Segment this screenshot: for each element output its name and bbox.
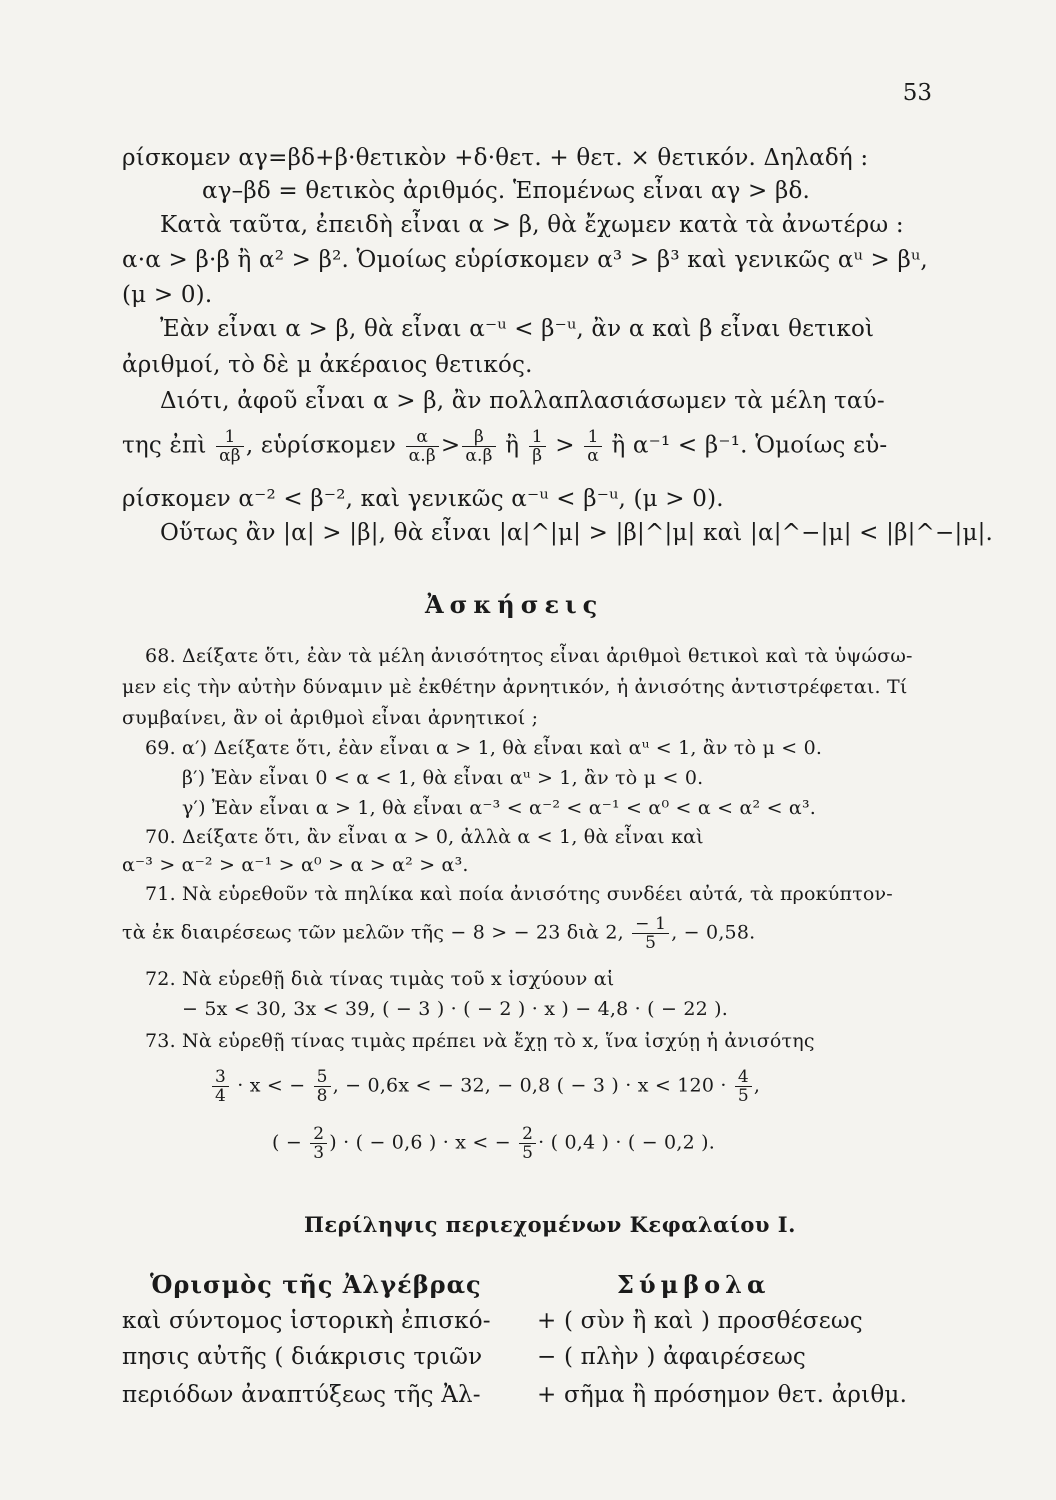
fraction: [632, 915, 669, 952]
denominator: β: [532, 446, 543, 466]
summary-right-heading: Σύμβολα: [617, 1270, 771, 1299]
numerator: 4: [735, 1068, 752, 1087]
summary-left-line: πησις αὐτῆς ( διάκρισις τριῶν: [122, 1344, 483, 1370]
text: · ( 0,4 ) · ( − 0,2 ).: [538, 1131, 715, 1154]
numerator: 5: [314, 1068, 331, 1087]
text: ) · ( − 0,6 ) · x < −: [329, 1131, 511, 1154]
denominator: 5: [645, 933, 657, 953]
text-line: ρίσκομεν α⁻² < β⁻², καὶ γενικῶς α⁻ᵘ < β⁻ᵘ, (μ > 0).: [122, 486, 724, 512]
denominator: 5: [522, 1143, 534, 1163]
exercise-text: 69. α′) Δείξατε ὅτι, ἐὰν εἶναι α > 1, θὰ εἶναι καὶ αᵘ < 1, ἂν τὸ μ < 0.: [145, 737, 823, 759]
numerator: 3: [212, 1068, 229, 1087]
fraction: [314, 1068, 331, 1105]
section-title: Ἀσκήσεις: [425, 590, 604, 619]
exercise-text: − 5x < 30, 3x < 39, ( − 3 ) · ( − 2 ) · x ) − 4,8 · ( − 22 ).: [182, 998, 728, 1020]
summary-left-line: καὶ σύντομος ἱστορικὴ ἐπισκό-: [122, 1308, 491, 1334]
text-line: Οὕτως ἂν |α| > |β|, θὰ εἶναι |α|^|μ| > |β|^|μ| καὶ |α|^−|μ| < |β|^−|μ|.: [160, 520, 994, 546]
fraction: [212, 1068, 229, 1105]
summary-left-line: περιόδων ἀναπτύξεως τῆς Ἀλ-: [122, 1382, 481, 1408]
denominator: 5: [737, 1086, 749, 1106]
exercise-text: 68. Δείξατε ὅτι, ἐὰν τὰ μέλη ἀνισότητος εἶναι ἀριθμοὶ θετικοὶ καὶ τὰ ὑψώσω-: [145, 645, 913, 667]
text: τὰ ἐκ διαιρέσεως τῶν μελῶν τῆς − 8 > − 23 διὰ 2,: [122, 921, 624, 944]
summary-left-heading: Ὁρισμὸς τῆς Ἀλγέβρας: [150, 1270, 482, 1299]
page-number: 53: [902, 80, 932, 106]
exercise-text: 72. Νὰ εὑρεθῇ διὰ τίνας τιμὰς τοῦ x ἰσχύουν αἱ: [145, 968, 615, 990]
text-line: (μ > 0).: [122, 282, 213, 308]
text: ( −: [272, 1131, 302, 1154]
fraction: [735, 1068, 752, 1105]
fraction: [519, 1125, 536, 1162]
numerator: 1: [584, 428, 602, 447]
text-line: ρίσκομεν αγ=βδ+β·θετικὸν +δ·θετ. + θετ. × θετικόν. Δηλαδή :: [122, 145, 869, 171]
denominator: 3: [313, 1143, 325, 1163]
exercise-text: 71. Νὰ εὑρεθοῦν τὰ πηλίκα καὶ ποία ἀνισότης συνδέει αὐτά, τὰ προκύπτον-: [145, 883, 893, 905]
numerator: − 1: [632, 915, 669, 934]
text-line: Κατὰ ταῦτα, ἐπειδὴ εἶναι α > β, θὰ ἔχωμεν κατὰ τὰ ἀνωτέρω :: [160, 212, 904, 238]
numerator: 2: [310, 1125, 327, 1144]
text: ,: [753, 1074, 761, 1097]
text-line: Ἐὰν εἶναι α > β, θὰ εἶναι α⁻ᵘ < β⁻ᵘ, ἂν α καὶ β εἶναι θετικοὶ: [160, 316, 875, 342]
exercise-text: 73. Νὰ εὑρεθῇ τίνας τιμὰς πρέπει νὰ ἔχῃ τὸ x, ἵνα ἰσχύῃ ἡ ἀνισότης: [145, 1030, 815, 1052]
denominator: α.β: [408, 446, 436, 466]
exercise-line-fractions: [122, 915, 755, 952]
numerator: 1: [529, 428, 546, 447]
exercise-line-fractions: [272, 1125, 715, 1162]
fraction: [529, 428, 546, 465]
exercise-text: α⁻³ > α⁻² > α⁻¹ > α⁰ > α > α² > α³.: [122, 854, 469, 876]
summary-right-line: − ( πλὴν ) ἀφαιρέσεως: [537, 1344, 806, 1370]
text: >: [555, 432, 575, 459]
exercise-text: συμβαίνει, ἂν οἱ ἀριθμοὶ εἶναι ἀρνητικοί ;: [122, 707, 539, 729]
fraction: [406, 428, 439, 465]
text-line: αγ–βδ = θετικὸς ἀριθμός. Ἑπομένως εἶναι αγ > βδ.: [202, 178, 811, 204]
exercise-text: β′) Ἐὰν εἶναι 0 < α < 1, θὰ εἶναι αᵘ > 1, ἂν τὸ μ < 0.: [182, 767, 704, 789]
fraction: [216, 428, 244, 465]
text: , − 0,58.: [671, 921, 756, 944]
text: , εὑρίσκομεν: [245, 432, 397, 459]
text: , − 0,6x < − 32, − 0,8 ( − 3 ) · x < 120 ·: [332, 1074, 727, 1097]
denominator: αβ: [219, 446, 241, 466]
denominator: α: [587, 446, 599, 466]
numerator: 1: [216, 428, 244, 447]
fraction: [462, 428, 495, 465]
text: της ἐπὶ: [122, 432, 207, 459]
text: ἢ: [505, 432, 520, 459]
fraction: [310, 1125, 327, 1162]
text-line: Διότι, ἀφοῦ εἶναι α > β, ἂν πολλαπλασιάσωμεν τὰ μέλη ταύ-: [160, 388, 885, 414]
exercise-text: μεν εἰς τὴν αὐτὴν δύναμιν μὲ ἐκθέτην ἀρνητικόν, ἡ ἀνισότης ἀντιστρέφεται. Τί: [122, 676, 908, 698]
exercise-line-fractions: [210, 1068, 760, 1105]
summary-right-line: + σῆμα ἢ πρόσημον θετ. ἀριθμ.: [537, 1382, 908, 1408]
text: >: [440, 432, 461, 459]
numerator: β: [462, 428, 495, 447]
numerator: α: [406, 428, 439, 447]
numerator: 2: [519, 1125, 536, 1144]
text-line: ἀριθμοί, τὸ δὲ μ ἀκέραιος θετικός.: [122, 352, 533, 378]
text: · x < −: [237, 1074, 306, 1097]
denominator: 4: [215, 1086, 227, 1106]
summary-heading: Περίληψις περιεχομένων Κεφαλαίου Ι.: [304, 1212, 796, 1237]
denominator: α.β: [465, 446, 493, 466]
text: ἢ α⁻¹ < β⁻¹. Ὁμοίως εὑ-: [611, 432, 888, 459]
text-line: α·α > β·β ἢ α² > β². Ὁμοίως εὑρίσκομεν α³ > β³ καὶ γενικῶς αᵘ > βᵘ,: [122, 247, 928, 273]
text-line-fractions: [122, 428, 887, 465]
fraction: [584, 428, 602, 465]
denominator: 8: [316, 1086, 328, 1106]
summary-right-line: + ( σὺν ἢ καὶ ) προσθέσεως: [537, 1308, 863, 1334]
exercise-text: 70. Δείξατε ὅτι, ἂν εἶναι α > 0, ἀλλὰ α < 1, θὰ εἶναι καὶ: [145, 826, 704, 848]
exercise-text: γ′) Ἐὰν εἶναι α > 1, θὰ εἶναι α⁻³ < α⁻² < α⁻¹ < α⁰ < α < α² < α³.: [182, 797, 817, 819]
